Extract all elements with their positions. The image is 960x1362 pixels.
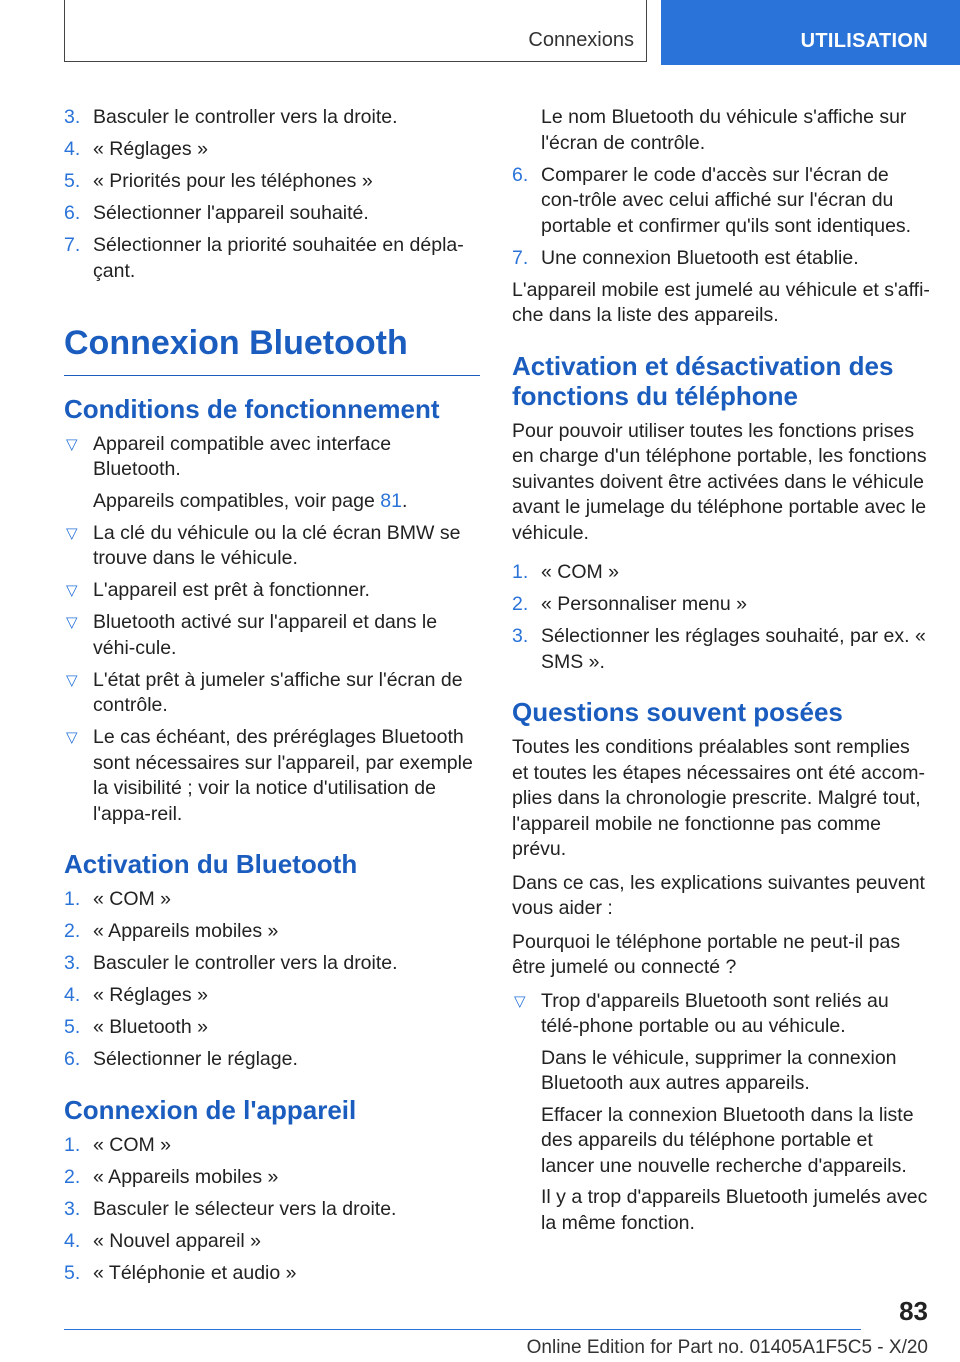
condition-text: La clé du véhicule ou la clé écran BMW se trouve dans le véhicule.: [93, 521, 461, 569]
right-column: [512, 105, 930, 1243]
conditions-list: [64, 432, 480, 828]
page-number: 83: [899, 1296, 928, 1326]
triangle-bullet-icon: ▽: [66, 582, 78, 599]
conditions-heading: Conditions de fonctionnement: [64, 393, 440, 424]
condition-text: Bluetooth activé sur l'appareil et dans le véhi‐cule.: [93, 611, 438, 659]
step-number: 6.: [64, 202, 81, 224]
step-text: Basculer le controller vers la droite.: [93, 952, 398, 974]
step-number: 3.: [64, 952, 81, 974]
triangle-bullet-icon: ▽: [514, 992, 526, 1010]
step-text: « Nouvel appareil »: [93, 1229, 262, 1252]
faq-paragraph: Dans ce cas, les explications suivantes peuvent vous aider :: [512, 871, 925, 919]
step-number: 1.: [64, 1133, 81, 1156]
step-number: 7.: [512, 246, 529, 269]
phone-functions-steps-list: [512, 560, 930, 675]
step-number: 5.: [64, 1016, 81, 1038]
step-text: « Appareils mobiles »: [93, 1165, 279, 1188]
step-text: Basculer le sélecteur vers la droite.: [93, 1197, 397, 1220]
step-number: 2.: [64, 920, 81, 942]
triangle-bullet-icon: ▽: [66, 671, 78, 689]
step-text: « COM »: [93, 1133, 172, 1156]
list-item: [64, 137, 480, 163]
subtext-suffix: .: [401, 489, 408, 512]
step-text: « Réglages »: [93, 138, 208, 160]
step-text: Comparer le code d'accès sur l'écran de con‐trôle avec celui affiché sur l'écran du portable et confirmer qu'ils sont identiques.: [541, 163, 912, 237]
condition-text: L'appareil est prêt à fonctionner.: [93, 579, 370, 601]
faq-question: Pourquoi le téléphone portable ne peut-il pas être jumelé ou connecté ?: [512, 930, 901, 978]
condition-text: Le cas échéant, des préréglages Bluetooth sont nécessaires sur l'appareil, par exemple la visibilité ; voir la notice d'utilisation de l'appa‐reil.: [93, 726, 473, 825]
header-chapter-tab: UTILISATION: [661, 0, 960, 65]
list-item: [64, 521, 480, 572]
step-number: 6.: [512, 163, 529, 186]
step-number: 1.: [64, 888, 81, 910]
list-item: [64, 1197, 480, 1223]
connexion-steps-list: [64, 1133, 480, 1287]
list-item: [64, 1165, 480, 1191]
step-number: 4.: [64, 138, 81, 160]
step-text: Sélectionner le réglage.: [93, 1048, 298, 1070]
list-item: [512, 592, 930, 618]
faq-bullet-subtext: Il y a trop d'appareils Bluetooth jumelés avec la même fonction.: [541, 1186, 928, 1234]
main-heading: Connexion Bluetooth: [64, 291, 480, 376]
step-text: « Bluetooth »: [93, 1016, 208, 1038]
list-item: [64, 432, 480, 515]
step-number: 5.: [64, 1261, 81, 1284]
condition-subtext: [93, 489, 480, 515]
step-text: « Appareils mobiles »: [93, 920, 279, 942]
footer-divider: [64, 1329, 861, 1330]
step-text: « COM »: [541, 561, 620, 583]
header-section-title: Connexions: [528, 29, 634, 51]
step-number: 2.: [512, 593, 529, 615]
faq-bullet-text: Trop d'appareils Bluetooth sont reliés au télé‐phone portable ou au véhicule.: [541, 989, 889, 1037]
list-item: [512, 246, 930, 272]
list-item: [512, 163, 930, 240]
continuation-text: Le nom Bluetooth du véhicule s'affiche sur l'écran de contrôle.: [541, 106, 907, 154]
activation-steps-list: [64, 887, 480, 1073]
phone-functions-intro: Pour pouvoir utiliser toutes les fonctions prises en charge d'un téléphone portable, les fonctions suivantes doivent être activées dans le véhicule avant le jumelage du téléphone portable avec le véhicule.: [512, 419, 927, 544]
step-number: 3.: [512, 625, 529, 647]
list-item: [64, 725, 480, 827]
list-item: [512, 989, 930, 1237]
list-item: [64, 610, 480, 661]
steps-top-list: [64, 105, 480, 284]
triangle-bullet-icon: ▽: [66, 729, 78, 746]
right-steps-list: [512, 163, 930, 272]
phone-functions-heading: Activation et désactivation des fonctions du téléphone: [512, 350, 894, 411]
step-number: 4.: [64, 1229, 81, 1252]
list-item: [64, 1229, 480, 1255]
subtext-prefix: Appareils compatibles, voir page: [93, 489, 381, 512]
step-number: 7.: [64, 234, 81, 256]
step-text: Sélectionner la priorité souhaitée en dépla‐çant.: [93, 234, 464, 282]
condition-text: L'état prêt à jumeler s'affiche sur l'écran de contrôle.: [93, 668, 463, 716]
list-item: [64, 1015, 480, 1041]
triangle-bullet-icon: ▽: [66, 435, 78, 453]
connexion-heading: Connexion de l'appareil: [64, 1094, 357, 1125]
faq-bullet-subtext: Effacer la connexion Bluetooth dans la liste des appareils du téléphone portable et lancer une nouvelle recherche d'appareils.: [541, 1103, 914, 1177]
list-item: [64, 951, 480, 977]
step-text: « Téléphonie et audio »: [93, 1261, 297, 1284]
list-item: [64, 668, 480, 719]
footer-edition: Online Edition for Part no. 01405A1F5C5 - X/20: [526, 1337, 928, 1358]
page-link[interactable]: 81: [380, 489, 402, 512]
triangle-bullet-icon: ▽: [66, 614, 78, 631]
list-item: [512, 560, 930, 586]
step-number: 1.: [512, 561, 529, 583]
step-number: 4.: [64, 984, 81, 1006]
step-text: Sélectionner les réglages souhaité, par ex. « SMS ».: [541, 625, 926, 673]
condition-text: Appareil compatible avec interface Bluetooth.: [93, 432, 392, 480]
list-item: [64, 169, 480, 195]
list-item: [64, 919, 480, 945]
list-item: [64, 983, 480, 1009]
list-item: [64, 1133, 480, 1159]
paired-paragraph: L'appareil mobile est jumelé au véhicule et s'affi‐che dans la liste des appareils.: [512, 278, 930, 326]
step-number: 3.: [64, 1197, 81, 1220]
step-text: « Personnaliser menu »: [541, 593, 747, 615]
step-number: 5.: [64, 170, 81, 192]
list-item: [64, 105, 480, 131]
header-left-box: [64, 0, 647, 62]
step-text: Basculer le controller vers la droite.: [93, 106, 398, 128]
triangle-bullet-icon: ▽: [66, 524, 78, 542]
list-item: [64, 201, 480, 227]
step-text: Sélectionner l'appareil souhaité.: [93, 202, 369, 224]
step-number: 2.: [64, 1165, 81, 1188]
faq-bullet-subtext: Dans le véhicule, supprimer la connexion Bluetooth aux autres appareils.: [541, 1046, 897, 1094]
faq-heading: Questions souvent posées: [512, 697, 843, 727]
list-item: [64, 887, 480, 913]
faq-paragraph: Toutes les conditions préalables sont remplies et toutes les étapes nécessaires ont été accom‐plies dans la chronologie prescrite. Malgré tout, l'appareil mobile ne fonctionne pas comme prévu.: [512, 736, 925, 860]
step-number: 3.: [64, 106, 81, 128]
left-column: [64, 105, 480, 1293]
step-text: « Priorités pour les téléphones »: [93, 170, 373, 192]
step-text: « Réglages »: [93, 984, 208, 1006]
list-item: [64, 1047, 480, 1073]
activation-heading: Activation du Bluetooth: [64, 849, 358, 879]
list-item: [64, 578, 480, 604]
step-text: « COM »: [93, 888, 172, 910]
list-item: [512, 624, 930, 675]
list-item: [64, 233, 480, 284]
list-item: [64, 1261, 480, 1287]
step-number: 6.: [64, 1048, 81, 1070]
step-text: Une connexion Bluetooth est établie.: [541, 246, 859, 269]
step-continuation: [512, 105, 930, 156]
